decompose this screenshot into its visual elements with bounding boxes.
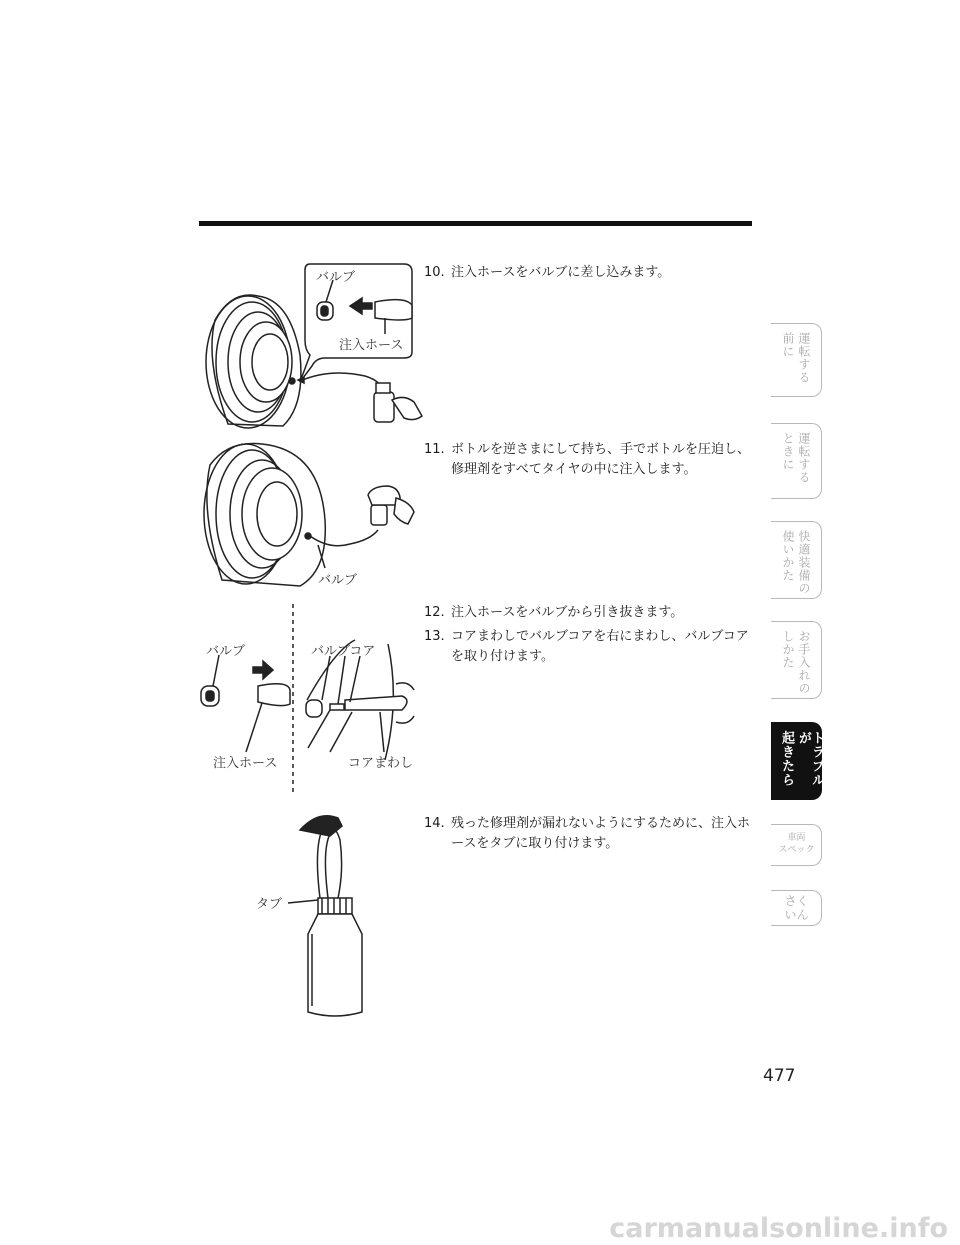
page-number: 477 bbox=[763, 1066, 796, 1086]
step-text: 残った修理剤が漏れないようにするために、注入ホースをタブに取り付けます。 bbox=[451, 816, 751, 851]
fig4-tab-label: タブ bbox=[256, 897, 283, 912]
side-tab-label: しかた bbox=[781, 630, 795, 669]
fig2-valve-label: バルブ bbox=[318, 573, 358, 588]
side-tab-label: 使いかた bbox=[781, 530, 795, 582]
fig2-tire-illustration bbox=[204, 443, 414, 586]
fig1-hose-label: 注入ホース bbox=[339, 338, 404, 353]
side-tab-troubleshooting[interactable] bbox=[771, 722, 822, 800]
step-12 bbox=[424, 603, 754, 623]
fig4-bottle-illustration bbox=[288, 816, 362, 1016]
step-13 bbox=[424, 627, 754, 667]
side-tab-vehicle-specs[interactable] bbox=[771, 824, 822, 866]
side-tab-label: 運転する bbox=[797, 432, 811, 484]
side-tab-label: さく bbox=[784, 894, 809, 908]
step-number: 12. bbox=[424, 605, 445, 620]
side-tab-index[interactable] bbox=[771, 890, 822, 926]
side-tab-label: 運転する bbox=[797, 332, 811, 384]
side-tab-label: 快適装備の bbox=[797, 530, 811, 595]
fig3-core-label: バルブコア bbox=[311, 644, 376, 659]
step-text: コアまわしでバルブコアを右にまわし、バルブコアを取り付けます。 bbox=[451, 629, 749, 664]
side-tab-label: お手入れの bbox=[797, 630, 811, 695]
step-text: ボトルを逆さまにして持ち、手でボトルを圧迫し、修理剤をすべてタイヤの中に注入します。 bbox=[451, 442, 751, 477]
side-tab-label: 前に bbox=[781, 332, 795, 358]
step-number: 11. bbox=[424, 442, 445, 457]
side-tab-label: 起きたら bbox=[779, 731, 794, 787]
step-10 bbox=[424, 263, 754, 283]
step-11 bbox=[424, 440, 754, 480]
fig3-hose-label: 注入ホース bbox=[213, 756, 278, 771]
fig3-valve-hose-illustration bbox=[201, 655, 290, 752]
step-number: 14. bbox=[424, 816, 445, 831]
step-number: 10. bbox=[424, 265, 445, 280]
step-14 bbox=[424, 814, 754, 854]
side-tab-maintenance[interactable] bbox=[771, 621, 822, 699]
side-tab-while-driving[interactable] bbox=[771, 423, 822, 499]
step-number: 13. bbox=[424, 629, 445, 644]
side-tab-before-driving[interactable] bbox=[771, 323, 822, 397]
watermark-text: carmanualsonline.info bbox=[609, 1213, 948, 1244]
step-text: 注入ホースをバルブに差し込みます。 bbox=[451, 265, 671, 280]
fig3-tool-label: コアまわし bbox=[348, 756, 414, 771]
side-tab-comfort-equipment[interactable] bbox=[771, 521, 822, 599]
side-tab-label: スペック bbox=[778, 845, 815, 855]
fig1-valve-label: バルブ bbox=[316, 270, 356, 285]
side-tab-label: 車両 bbox=[787, 833, 806, 843]
fig3-valve-label: バルブ bbox=[206, 644, 246, 659]
step-text: 注入ホースをバルブから引き抜きます。 bbox=[451, 605, 684, 620]
side-tab-label: いん bbox=[784, 908, 809, 922]
side-tab-label: ときに bbox=[781, 432, 795, 471]
side-tab-label: トラブルが bbox=[796, 731, 824, 787]
